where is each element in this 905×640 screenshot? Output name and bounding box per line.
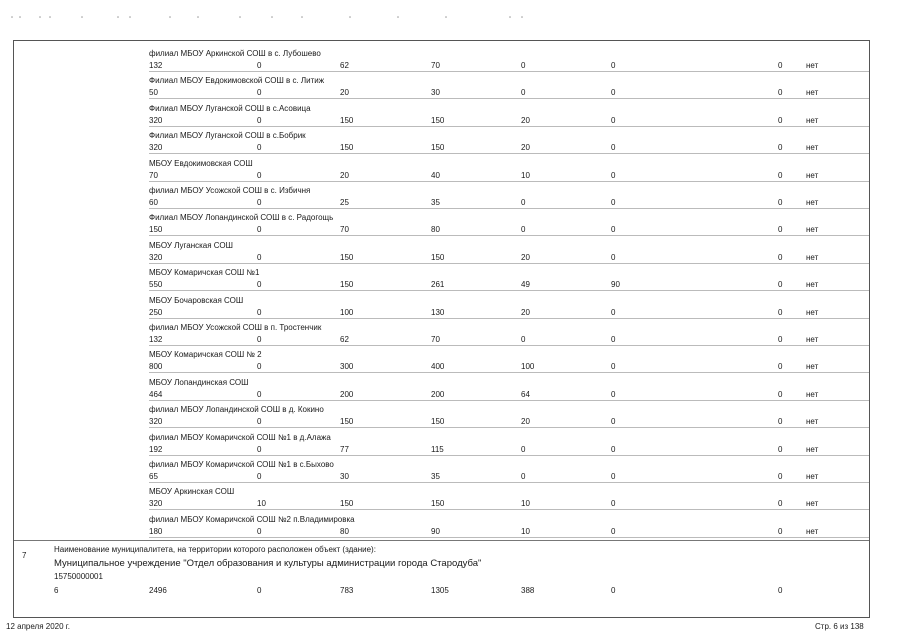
value-cell: 300 bbox=[340, 362, 354, 372]
value-cell: 0 bbox=[611, 526, 616, 536]
value-cell: 10 bbox=[521, 170, 530, 180]
status-cell: нет bbox=[806, 61, 819, 70]
value-cell: 90 bbox=[431, 526, 440, 536]
value-cell: 150 bbox=[340, 499, 354, 509]
value-cell: 20 bbox=[521, 252, 530, 262]
facility-name: МБОУ Евдокимовская СОШ bbox=[149, 158, 253, 168]
value-cell: 320 bbox=[149, 143, 163, 153]
value-cell: 0 bbox=[778, 307, 783, 317]
facility-name: филиал МБОУ Комаричской СОШ №1 в с.Быхово bbox=[149, 460, 334, 469]
value-cell: 62 bbox=[340, 61, 349, 70]
table-row bbox=[14, 429, 869, 456]
value-cell: 200 bbox=[431, 389, 445, 399]
facility-name: Филиал МБОУ Луганской СОШ в с.Асовица bbox=[149, 103, 311, 113]
value-cell: 150 bbox=[340, 280, 354, 290]
value-cell: 0 bbox=[778, 61, 783, 70]
value-cell: 70 bbox=[431, 335, 440, 344]
section-title: Муниципальное учреждение "Отдел образования и культуры администрации города Стародуба" bbox=[54, 558, 482, 569]
table-row bbox=[14, 511, 869, 538]
facility-name: МБОУ Комаричская СОШ №1 bbox=[149, 268, 260, 278]
totals-value: 0 bbox=[611, 586, 616, 595]
status-cell: нет bbox=[806, 499, 819, 509]
value-cell: 0 bbox=[611, 252, 616, 262]
totals-value: 783 bbox=[340, 586, 354, 595]
status-cell: нет bbox=[806, 225, 819, 235]
value-cell: 0 bbox=[257, 526, 262, 536]
value-cell: 0 bbox=[521, 225, 526, 235]
value-cell: 150 bbox=[340, 252, 354, 262]
value-cell: 0 bbox=[611, 417, 616, 427]
value-cell: 60 bbox=[149, 198, 158, 207]
value-cell: 0 bbox=[778, 170, 783, 180]
value-cell: 100 bbox=[521, 362, 535, 372]
totals-value: 0 bbox=[778, 586, 783, 595]
value-cell: 0 bbox=[778, 198, 783, 207]
value-cell: 550 bbox=[149, 280, 163, 290]
scan-artifact-dots bbox=[10, 14, 530, 20]
row-separator bbox=[149, 537, 869, 538]
facility-name: Филиал МБОУ Луганской СОШ в с.Бобрик bbox=[149, 131, 306, 141]
value-cell: 132 bbox=[149, 335, 163, 344]
report-table bbox=[13, 40, 870, 618]
table-row bbox=[14, 72, 869, 99]
value-cell: 0 bbox=[611, 225, 616, 235]
value-cell: 180 bbox=[149, 526, 163, 536]
value-cell: 0 bbox=[257, 335, 262, 344]
status-cell: нет bbox=[806, 417, 819, 427]
value-cell: 20 bbox=[521, 307, 530, 317]
table-row bbox=[14, 264, 869, 291]
facility-name: филиал МБОУ Комаричской СОШ №2 п.Владимировка bbox=[149, 514, 355, 524]
footer-page-number: Стр. 6 из 138 bbox=[815, 622, 864, 631]
municipality-section bbox=[14, 541, 869, 617]
value-cell: 0 bbox=[521, 88, 526, 98]
value-cell: 150 bbox=[149, 225, 163, 235]
value-cell: 0 bbox=[521, 444, 526, 454]
value-cell: 100 bbox=[340, 307, 354, 317]
value-cell: 150 bbox=[340, 115, 354, 125]
value-cell: 0 bbox=[257, 307, 262, 317]
value-cell: 49 bbox=[521, 280, 530, 290]
value-cell: 0 bbox=[257, 252, 262, 262]
facility-name: Филиал МБОУ Евдокимовской СОШ в с. Литиж bbox=[149, 76, 325, 86]
value-cell: 150 bbox=[431, 499, 445, 509]
value-cell: 64 bbox=[521, 389, 530, 399]
value-cell: 0 bbox=[778, 115, 783, 125]
value-cell: 192 bbox=[149, 444, 163, 454]
value-cell: 62 bbox=[340, 335, 349, 344]
value-cell: 464 bbox=[149, 389, 163, 399]
value-cell: 20 bbox=[340, 88, 349, 98]
table-row bbox=[14, 456, 869, 483]
value-cell: 0 bbox=[778, 472, 783, 481]
value-cell: 320 bbox=[149, 252, 163, 262]
value-cell: 0 bbox=[257, 417, 262, 427]
value-cell: 35 bbox=[431, 472, 440, 481]
value-cell: 800 bbox=[149, 362, 163, 372]
totals-value: 2496 bbox=[149, 586, 167, 595]
section-number: 7 bbox=[22, 551, 27, 560]
facility-name: филиал МБОУ Лопандинской СОШ в д. Кокино bbox=[149, 405, 324, 415]
status-cell: нет bbox=[806, 526, 819, 536]
value-cell: 0 bbox=[778, 252, 783, 262]
facility-name: МБОУ Бочаровская СОШ bbox=[149, 295, 244, 305]
table-row bbox=[14, 209, 869, 236]
value-cell: 70 bbox=[149, 170, 158, 180]
value-cell: 130 bbox=[431, 307, 445, 317]
value-cell: 0 bbox=[778, 225, 783, 235]
status-cell: нет bbox=[806, 335, 819, 344]
status-cell: нет bbox=[806, 252, 819, 262]
table-row bbox=[14, 100, 869, 127]
table-row bbox=[14, 292, 869, 319]
status-cell: нет bbox=[806, 143, 819, 153]
value-cell: 200 bbox=[340, 389, 354, 399]
status-cell: нет bbox=[806, 198, 819, 207]
facility-name: МБОУ Лопандинская СОШ bbox=[149, 377, 249, 387]
value-cell: 20 bbox=[521, 143, 530, 153]
value-cell: 150 bbox=[340, 417, 354, 427]
value-cell: 50 bbox=[149, 88, 158, 98]
value-cell: 0 bbox=[611, 335, 616, 344]
value-cell: 0 bbox=[611, 362, 616, 372]
value-cell: 40 bbox=[431, 170, 440, 180]
status-cell: нет bbox=[806, 307, 819, 317]
value-cell: 0 bbox=[257, 88, 262, 98]
value-cell: 0 bbox=[257, 198, 262, 207]
value-cell: 0 bbox=[521, 472, 526, 481]
table-row bbox=[14, 346, 869, 373]
value-cell: 0 bbox=[778, 88, 783, 98]
value-cell: 0 bbox=[257, 444, 262, 454]
facility-name: МБОУ Луганская СОШ bbox=[149, 240, 233, 250]
value-cell: 30 bbox=[431, 88, 440, 98]
facility-name: Филиал МБОУ Лопандинской СОШ в с. Радогощь bbox=[149, 213, 334, 223]
value-cell: 10 bbox=[521, 526, 530, 536]
value-cell: 0 bbox=[611, 499, 616, 509]
value-cell: 150 bbox=[340, 143, 354, 153]
value-cell: 0 bbox=[778, 143, 783, 153]
value-cell: 0 bbox=[257, 389, 262, 399]
value-cell: 0 bbox=[257, 170, 262, 180]
section-code: 15750000001 bbox=[54, 572, 103, 581]
value-cell: 0 bbox=[611, 143, 616, 153]
facility-name: МБОУ Комаричская СОШ № 2 bbox=[149, 350, 262, 360]
status-cell: нет bbox=[806, 280, 819, 290]
section-caption: Наименование муниципалитета, на территории которого расположен объект (здание): bbox=[54, 545, 376, 554]
value-cell: 0 bbox=[778, 280, 783, 290]
value-cell: 150 bbox=[431, 115, 445, 125]
facility-name: филиал МБОУ Усожской СОШ в п. Тростенчик bbox=[149, 323, 322, 332]
table-row bbox=[14, 127, 869, 154]
value-cell: 0 bbox=[611, 389, 616, 399]
value-cell: 320 bbox=[149, 499, 163, 509]
value-cell: 20 bbox=[521, 417, 530, 427]
totals-value: 0 bbox=[257, 586, 262, 595]
status-cell: нет bbox=[806, 444, 819, 454]
table-row bbox=[14, 401, 869, 428]
table-row bbox=[14, 374, 869, 401]
value-cell: 35 bbox=[431, 198, 440, 207]
value-cell: 0 bbox=[611, 444, 616, 454]
value-cell: 0 bbox=[257, 115, 262, 125]
value-cell: 261 bbox=[431, 280, 445, 290]
value-cell: 0 bbox=[611, 307, 616, 317]
value-cell: 0 bbox=[521, 335, 526, 344]
value-cell: 400 bbox=[431, 362, 445, 372]
totals-count: 6 bbox=[54, 586, 59, 595]
value-cell: 132 bbox=[149, 61, 163, 70]
value-cell: 0 bbox=[778, 444, 783, 454]
value-cell: 0 bbox=[257, 472, 262, 481]
value-cell: 0 bbox=[611, 170, 616, 180]
value-cell: 80 bbox=[340, 526, 349, 536]
value-cell: 150 bbox=[431, 417, 445, 427]
value-cell: 30 bbox=[340, 472, 349, 481]
value-cell: 0 bbox=[257, 280, 262, 290]
value-cell: 250 bbox=[149, 307, 163, 317]
table-row bbox=[14, 319, 869, 346]
value-cell: 0 bbox=[611, 472, 616, 481]
value-cell: 20 bbox=[340, 170, 349, 180]
value-cell: 0 bbox=[778, 526, 783, 536]
value-cell: 0 bbox=[611, 88, 616, 98]
value-cell: 0 bbox=[257, 225, 262, 235]
table-row bbox=[14, 237, 869, 264]
value-cell: 0 bbox=[778, 389, 783, 399]
facility-name: филиал МБОУ Аркинской СОШ в с. Лубошево bbox=[149, 49, 321, 58]
value-cell: 320 bbox=[149, 115, 163, 125]
status-cell: нет bbox=[806, 472, 819, 481]
value-cell: 65 bbox=[149, 472, 158, 481]
value-cell: 0 bbox=[257, 61, 262, 70]
totals-value: 388 bbox=[521, 586, 535, 595]
table-row bbox=[14, 45, 869, 72]
value-cell: 70 bbox=[431, 61, 440, 70]
value-cell: 0 bbox=[521, 61, 526, 70]
value-cell: 20 bbox=[521, 115, 530, 125]
table-row bbox=[14, 483, 869, 510]
footer-date: 12 апреля 2020 г. bbox=[6, 622, 70, 631]
status-cell: нет bbox=[806, 362, 819, 372]
status-cell: нет bbox=[806, 170, 819, 180]
value-cell: 0 bbox=[611, 115, 616, 125]
value-cell: 90 bbox=[611, 280, 620, 290]
value-cell: 70 bbox=[340, 225, 349, 235]
value-cell: 25 bbox=[340, 198, 349, 207]
status-cell: нет bbox=[806, 389, 819, 399]
value-cell: 0 bbox=[778, 362, 783, 372]
value-cell: 150 bbox=[431, 143, 445, 153]
facility-name: филиал МБОУ Комаричской СОШ №1 в д.Алажа bbox=[149, 432, 331, 442]
facility-name: филиал МБОУ Усожской СОШ в с. Избичня bbox=[149, 186, 311, 195]
value-cell: 77 bbox=[340, 444, 349, 454]
value-cell: 0 bbox=[611, 61, 616, 70]
value-cell: 150 bbox=[431, 252, 445, 262]
totals-value: 1305 bbox=[431, 586, 449, 595]
value-cell: 0 bbox=[257, 143, 262, 153]
value-cell: 0 bbox=[778, 499, 783, 509]
value-cell: 0 bbox=[778, 335, 783, 344]
value-cell: 10 bbox=[521, 499, 530, 509]
facility-name: МБОУ Аркинская СОШ bbox=[149, 487, 235, 497]
status-cell: нет bbox=[806, 115, 819, 125]
value-cell: 0 bbox=[521, 198, 526, 207]
value-cell: 0 bbox=[611, 198, 616, 207]
value-cell: 80 bbox=[431, 225, 440, 235]
value-cell: 10 bbox=[257, 499, 266, 509]
status-cell: нет bbox=[806, 88, 819, 98]
value-cell: 0 bbox=[257, 362, 262, 372]
table-row bbox=[14, 155, 869, 182]
table-row bbox=[14, 182, 869, 209]
value-cell: 0 bbox=[778, 417, 783, 427]
value-cell: 115 bbox=[431, 444, 444, 454]
value-cell: 320 bbox=[149, 417, 163, 427]
